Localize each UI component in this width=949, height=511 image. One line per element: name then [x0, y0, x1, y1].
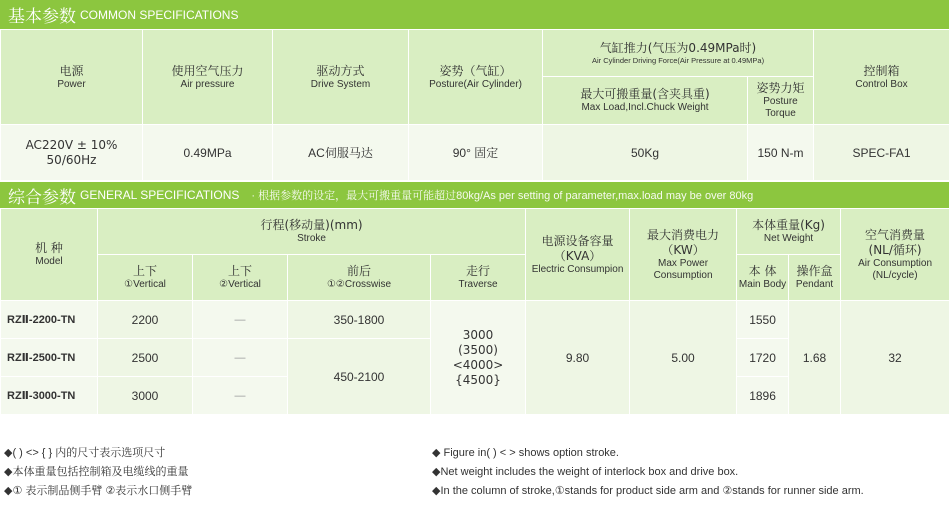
- value-posture: 90° 固定: [409, 125, 543, 181]
- header-model: 机 种 Model: [1, 209, 98, 301]
- vertical-2-value: —: [193, 377, 288, 415]
- header-net-weight: 本体重量(Kg) Net Weight: [737, 209, 841, 255]
- note-cn-3: ◆① 表示制品侧手臂 ②表示水口侧手臂: [4, 485, 193, 497]
- note-cn-2: ◆本体重量包括控制箱及电缆线的重量: [4, 466, 189, 478]
- header-drive-system: 驱动方式 Drive System: [273, 30, 409, 125]
- note-cn-1: ◆( ) <> { } 内的尺寸表示选项尺寸: [4, 447, 166, 459]
- model-name: RZⅡ-2200-TN: [1, 301, 98, 339]
- common-title-cn: 基本参数: [8, 7, 76, 27]
- vertical-2-value: —: [193, 339, 288, 377]
- common-title-en: COMMON SPECIFICATIONS: [80, 7, 239, 22]
- header-air-pressure: 使用空气压力 Air pressure: [143, 30, 273, 125]
- vertical-2-value: —: [193, 301, 288, 339]
- note-en-2: ◆Net weight includes the weight of interlock box and drive box.: [432, 466, 739, 478]
- header-posture: 姿势（气缸） Posture(Air Cylinder): [409, 30, 543, 125]
- header-stroke: 行程(移动量)(mm) Stroke: [98, 209, 526, 255]
- traverse-value: 3000 (3500) <4000> {4500}: [431, 301, 526, 415]
- header-power: 电源 Power: [1, 30, 143, 125]
- vertical-1-value: 3000: [98, 377, 193, 415]
- notes-cn: [4, 444, 192, 501]
- crosswise-value: 450-2100: [288, 339, 431, 415]
- header-max-power: 最大消费电力 （KW） Max Power Consumption: [630, 209, 737, 301]
- header-posture-torque: 姿势力矩 Posture Torque: [748, 77, 814, 125]
- model-name: RZⅡ-3000-TN: [1, 377, 98, 415]
- general-spec-header: [0, 182, 949, 208]
- header-max-load: 最大可搬重量(含夹具重) Max Load,Incl.Chuck Weight: [543, 77, 748, 125]
- table-row: [1, 301, 949, 339]
- header-electric: 电源设备容量 （KVA） Electric Consumpion: [526, 209, 630, 301]
- electric-value: 9.80: [526, 301, 630, 415]
- header-main-body: 本 体 Main Body: [737, 255, 789, 301]
- model-name: RZⅡ-2500-TN: [1, 339, 98, 377]
- header-vertical-2: 上下 ②Vertical: [193, 255, 288, 301]
- general-title-cn: 综合参数: [8, 187, 76, 208]
- header-vertical-1: 上下 ①Vertical: [98, 255, 193, 301]
- value-power: AC220V ± 10% 50/60Hz: [1, 125, 143, 181]
- value-torque: 150 N-m: [748, 125, 814, 181]
- main-body-value: 1720: [737, 339, 789, 377]
- air-consumption-value: 32: [841, 301, 949, 415]
- vertical-1-value: 2500: [98, 339, 193, 377]
- header-traverse: 走行 Traverse: [431, 255, 526, 301]
- common-spec-table: [0, 29, 949, 181]
- notes-en: [432, 444, 864, 501]
- header-control-box: 控制箱 Control Box: [814, 30, 949, 125]
- header-driving-force: 气缸推力(气压为0.49MPa时) Air Cylinder Driving Force(Air Pressure at 0.49MPa): [543, 30, 814, 77]
- main-body-value: 1896: [737, 377, 789, 415]
- value-control-box: SPEC-FA1: [814, 125, 949, 181]
- max-power-value: 5.00: [630, 301, 737, 415]
- value-drive-system: AC伺服马达: [273, 125, 409, 181]
- value-air-pressure: 0.49MPa: [143, 125, 273, 181]
- main-body-value: 1550: [737, 301, 789, 339]
- header-pendant: 操作盒 Pendant: [789, 255, 841, 301]
- pendant-value: 1.68: [789, 301, 841, 415]
- value-max-load: 50Kg: [543, 125, 748, 181]
- general-note: · 根据参数的设定，最大可搬重量可能超过80kg/As per setting of parameter,max.load may be over 80kg: [251, 190, 754, 202]
- crosswise-value: 350-1800: [288, 301, 431, 339]
- vertical-1-value: 2200: [98, 301, 193, 339]
- general-spec-table: [0, 208, 949, 415]
- header-air-consumption: 空气消费量 (NL/循环) Air Consumption (NL/cycle): [841, 209, 949, 301]
- note-en-3: ◆In the column of stroke,①stands for product side arm and ②stands for runner side arm.: [432, 485, 864, 497]
- common-spec-header: [0, 0, 949, 29]
- header-crosswise: 前后 ①②Crosswise: [288, 255, 431, 301]
- note-en-1: ◆ Figure in( ) < > shows option stroke.: [432, 447, 619, 459]
- general-title-en: GENERAL SPECIFICATIONS: [80, 188, 240, 202]
